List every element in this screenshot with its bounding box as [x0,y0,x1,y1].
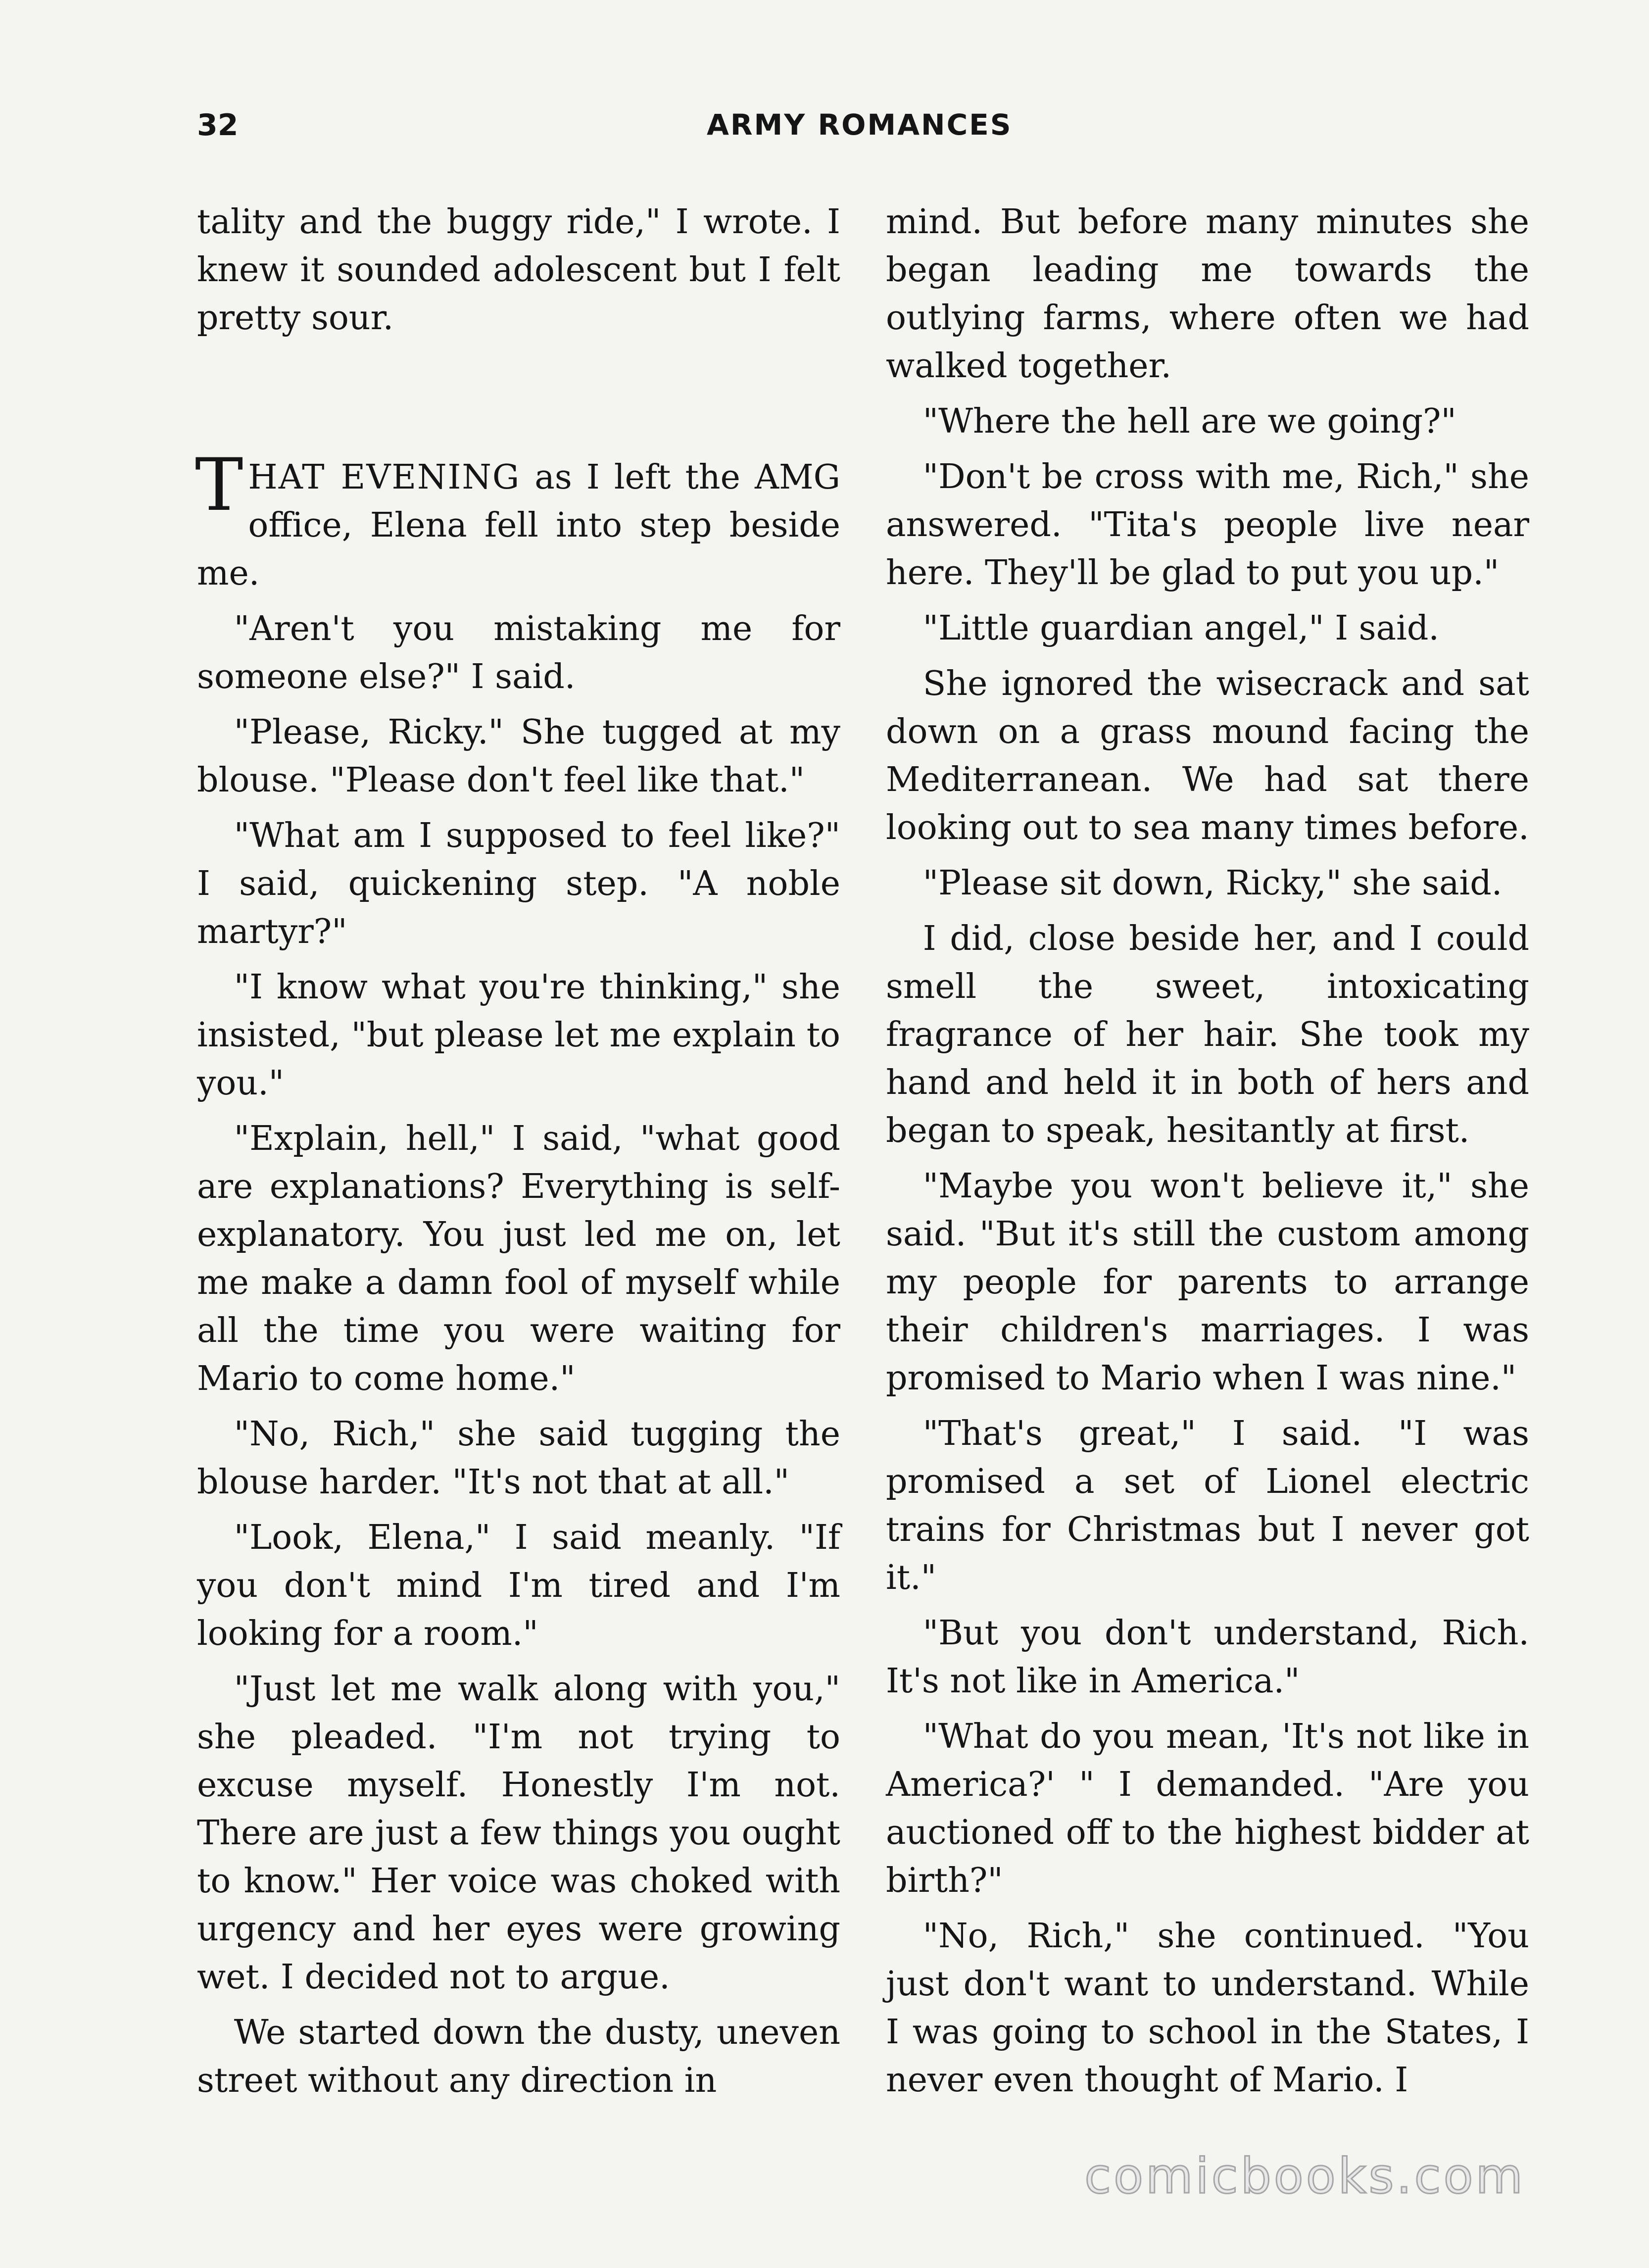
paragraph: "What am I supposed to feel like?" I said, quickening step. "A noble martyr?" [197,816,840,951]
paragraph: "Where the hell are we going?" [922,402,1456,441]
paragraph: We started down the dusty, uneven street without any direction in [197,2013,840,2100]
drop-cap: T [195,443,243,527]
paragraph: "Just let me walk along with you," she pleaded. "I'm not trying to excuse myself. Honestly I'm not. There are just a few things you ought to know." Her voice was choked with urgency and her eyes were growing wet. I decided not to argue. [197,1670,840,1997]
page-number: 32 [197,108,239,143]
site-watermark: comicbooks.com [1084,2148,1525,2205]
paragraph: "Please sit down, Ricky," she said. [922,864,1503,903]
section-break [197,349,840,453]
paragraph: "Aren't you mistaking me for someone else?" I said. [197,609,840,696]
paragraph: "No, Rich," she continued. "You just don't want to understand. While I was going to school in the States, I never even thought of Mario. I [886,1917,1529,2100]
paragraph: "But you don't understand, Rich. It's not like in America." [886,1614,1529,1701]
paragraph: "Don't be cross with me, Rich," she answered. "Tita's people live near here. They'll be glad to put you up." [886,457,1529,592]
paragraph: tality and the buggy ride," I wrote. I knew it sounded adolescent but I felt pretty sour. [197,202,840,338]
paragraph: "I know what you're thinking," she insisted, "but please let me explain to you." [197,968,840,1103]
left-column [197,198,840,2112]
page-header [197,108,1014,152]
right-column [886,198,1529,2112]
paragraph: "That's great," I said. "I was promised a set of Lionel electric trains for Christmas but I never got it." [886,1414,1529,1597]
paragraph: I did, close beside her, and I could smell the sweet, intoxicating fragrance of her hair. She took my hand and held it in both of hers and began to speak, hesitantly at first. [886,919,1529,1150]
paragraph-text: as I left the AMG office, Elena fell into step beside me. [197,458,840,593]
paragraph: "What do you mean, 'It's not like in America?' " I demanded. "Are you auctioned off to the highest bidder at birth?" [886,1717,1529,1900]
paragraph: She ignored the wisecrack and sat down on a grass mound facing the Mediterranean. We had sat there looking out to sea many times before. [886,664,1529,847]
paragraph: "Little guardian angel," I said. [922,609,1440,648]
paragraph: "Maybe you won't believe it," she said. "But it's still the custom among my people for parents to arrange their children's marriages. I was promised to Mario when I was nine." [886,1167,1529,1398]
paragraph: "Please, Ricky." She tugged at my blouse. "Please don't feel like that." [197,713,840,800]
paragraph: "Explain, hell," I said, "what good are explanations? Everything is self-explanatory. You just led me on, let me make a damn fool of myself while all the time you were waiting for Mario to come home." [197,1119,840,1398]
paragraph: "Look, Elena," I said meanly. "If you don't mind I'm tired and I'm looking for a room." [197,1518,840,1653]
paragraph: mind. But before many minutes she began leading me towards the outlying farms, where often we had walked together. [886,202,1529,386]
small-caps-lead: HAT EVENING [248,458,521,497]
section-opening-paragraph [195,443,840,597]
paragraph: "No, Rich," she said tugging the blouse harder. "It's not that at all." [197,1415,840,1502]
running-title: ARMY ROMANCES [707,108,1013,142]
